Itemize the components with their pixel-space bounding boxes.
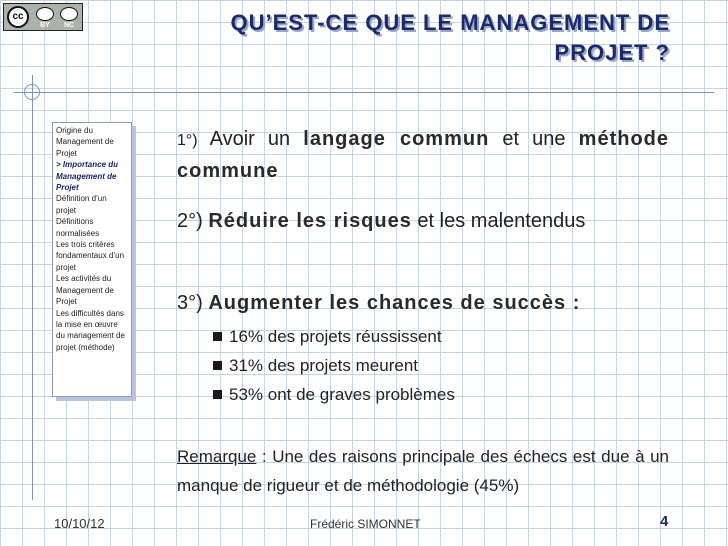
point-2-number: 2°) [177, 210, 203, 232]
remark-note [177, 442, 669, 500]
square-bullet-icon [213, 361, 222, 370]
sidebar-item-importance[interactable]: > Importance du Management de Projet [56, 160, 119, 193]
point-1 [177, 124, 669, 186]
list-item [213, 351, 663, 380]
list-item [213, 380, 663, 409]
remark-label: Remarque [177, 447, 257, 466]
nc-noncommercial-icon [60, 7, 78, 21]
point-1-number: 1°) [177, 132, 198, 149]
sidebar-item-origine[interactable]: Origine du Management de Projet [56, 126, 114, 158]
point-1-text-mid: et une [489, 128, 579, 150]
point-1-emphasis-2: méthode commune [177, 128, 669, 182]
remark-text: : Une des raisons principale des échecs est due à un manque de rigueur et de méthodologie (45%) [177, 447, 669, 495]
list-item [213, 322, 663, 351]
by-attribution-icon [36, 7, 54, 21]
sidebar-item-trois-criteres[interactable]: Les trois critères fondamentaux d’un projet [56, 240, 125, 272]
square-bullet-icon [213, 332, 222, 341]
sidebar-item-definitions-normalisees[interactable]: Définitions normalisées [56, 217, 100, 238]
slide-title [110, 8, 670, 68]
footer-date: 10/10/12 [54, 516, 105, 531]
slide-title-line2: PROJET ? [554, 40, 670, 65]
notebook-horizontal-rule [14, 92, 714, 93]
cc-icon: cc [7, 6, 29, 28]
outline-sidebar [52, 122, 132, 397]
nc-label: NC [63, 22, 75, 29]
square-bullet-icon [213, 390, 222, 399]
point-3-number: 3°) [177, 292, 203, 314]
notebook-ring-icon [24, 84, 40, 100]
list-item-text: 31% des projets meurent [229, 356, 418, 375]
notebook-vertical-rule [32, 75, 33, 500]
list-item-text: 16% des projets réussissent [229, 327, 442, 346]
slide-title-line1: QU’EST-CE QUE LE MANAGEMENT DE [230, 10, 670, 35]
point-2-text-mid: et les malentendus [411, 210, 586, 232]
success-stats-list [213, 322, 663, 409]
by-label: BY [40, 22, 50, 29]
sidebar-item-difficultes[interactable]: Les difficultés dans la mise en œuvre du management de projet (méthode) [56, 308, 125, 352]
sidebar-item-activites[interactable]: Les activités du Management de Projet [56, 274, 114, 307]
point-1-emphasis-1: langage commun [303, 128, 490, 150]
sidebar-item-definition-projet[interactable]: Définition d’un projet [56, 194, 107, 215]
footer-page-number: 4 [660, 513, 669, 530]
point-2-emphasis: Réduire les risques [208, 210, 412, 232]
point-2 [177, 206, 669, 236]
cc-license-badge [3, 3, 83, 31]
point-3 [177, 288, 669, 318]
point-1-text-pre: Avoir un [197, 128, 304, 150]
footer-author: Frédéric SIMONNET [310, 517, 421, 531]
list-item-text: 53% ont de graves problèmes [229, 385, 455, 404]
point-3-emphasis: Augmenter les chances de succès : [208, 292, 581, 314]
